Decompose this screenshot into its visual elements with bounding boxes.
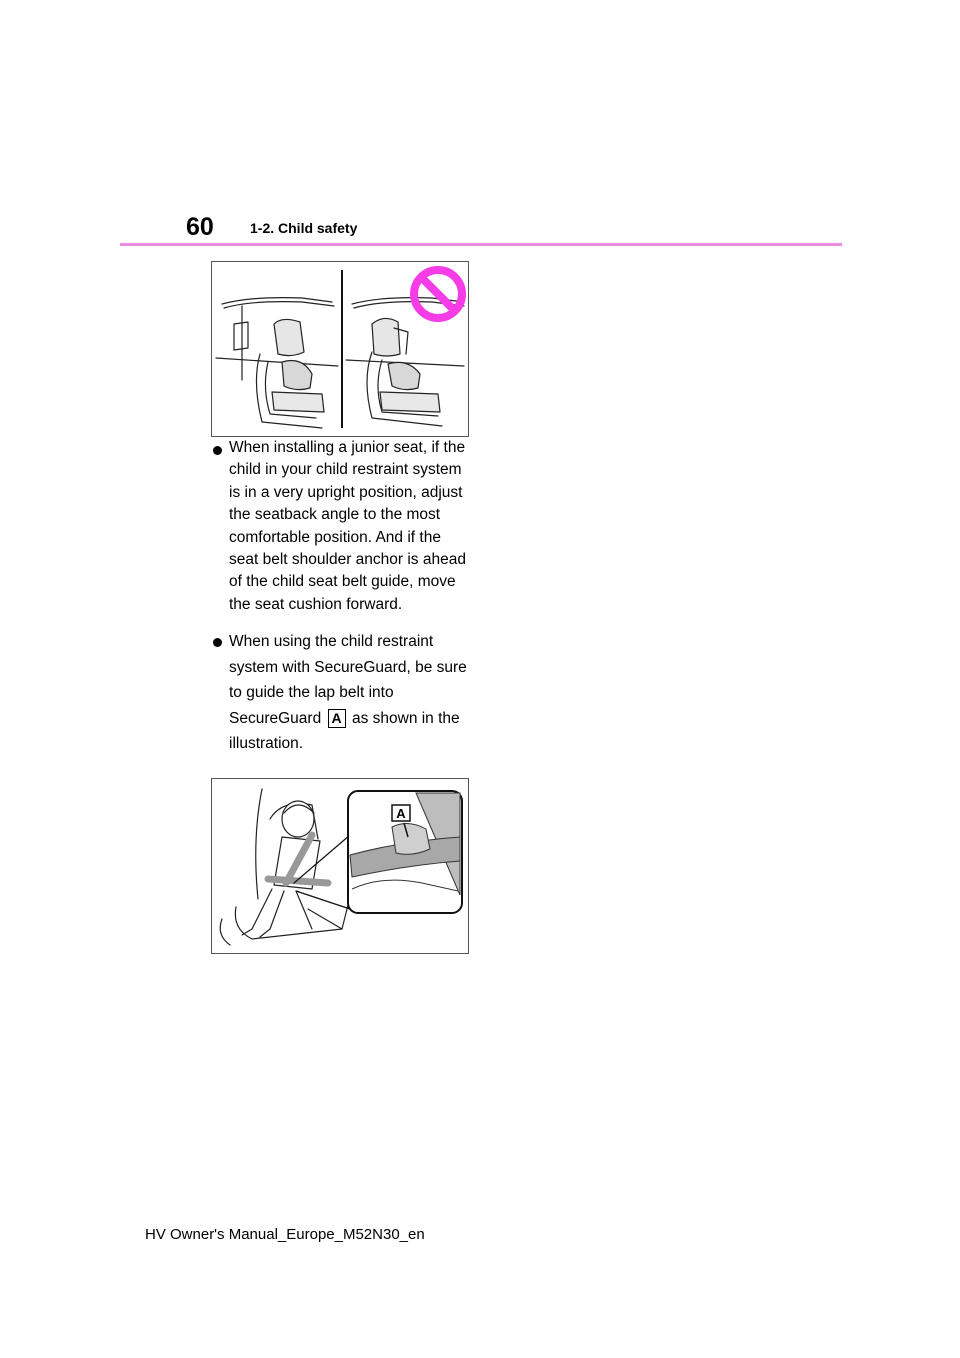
page-number: 60 (186, 213, 214, 241)
list-item (211, 629, 473, 757)
secureguard-lap-belt-figure (211, 778, 469, 954)
footer-text: HV Owner's Manual_Europe_M52N30_en (145, 1226, 425, 1243)
no-entry-icon (414, 270, 462, 318)
section-title: 1-2. Child safety (250, 220, 358, 236)
callout-a-icon (392, 805, 410, 821)
bullet-text: When installing a junior seat, if the child in your child restraint system is in a very upright position, adjust the seatback angle to the most comfortable position. And if the seat belt shoulder anchor is ahead of the child seat belt guide, move the seat cushion forward. (229, 439, 466, 613)
junior-seat-comparison-figure (211, 261, 469, 437)
header-divider (120, 243, 842, 246)
list-item (211, 437, 473, 616)
bullet-text-before: When using the child restraint system with SecureGuard, be sure to guide the lap belt into SecureGuard (229, 633, 467, 727)
callout-label: A (328, 709, 346, 728)
bullet-icon (213, 446, 222, 455)
instruction-list (211, 437, 473, 757)
callout-a-label: A (396, 806, 406, 821)
bullet-text-after: as shown in the illustration. (229, 709, 460, 753)
bullet-icon (213, 638, 222, 647)
